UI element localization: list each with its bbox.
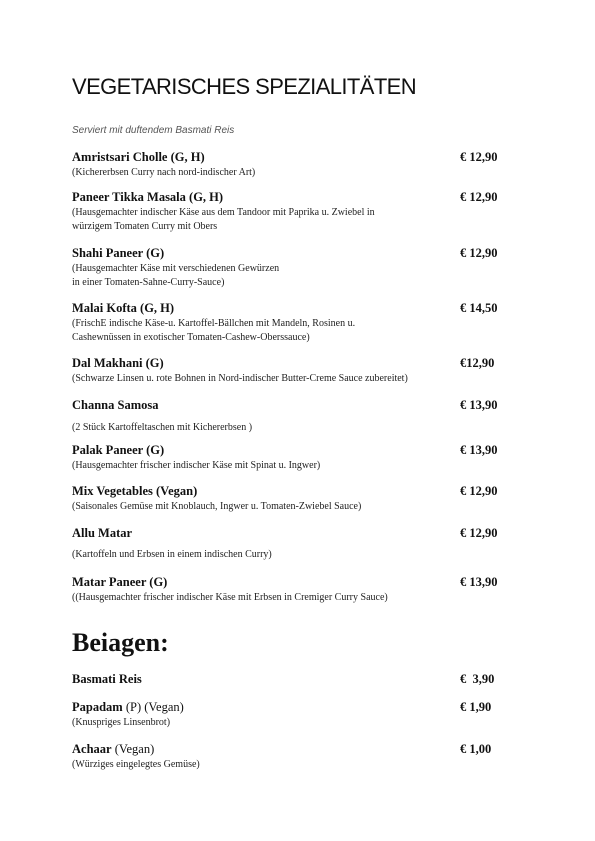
dish-name: Allu Matar	[72, 526, 133, 540]
dish-name: Palak Paneer (G)	[72, 443, 165, 457]
dish-price: € 12,90	[460, 246, 498, 260]
description-line: ((Hausgemachter frischer indischer Käse mit Erbsen in Cremiger Curry Sauce)	[72, 592, 388, 603]
dish-name: Matar Paneer (G)	[72, 575, 168, 589]
side-name	[72, 700, 184, 715]
side-description	[72, 716, 512, 730]
dish-description	[72, 206, 512, 234]
side-name	[72, 742, 154, 757]
dish-price: € 14,50	[460, 301, 498, 315]
dish-description	[72, 317, 512, 345]
side-price: € 3,90	[460, 672, 495, 686]
dish-name: Paneer Tikka Masala (G, H)	[72, 190, 224, 204]
dish-description	[72, 166, 512, 180]
description-line: (2 Stück Kartoffeltaschen mit Kichererbsen )	[72, 422, 253, 433]
description-line: in einer Tomaten-Sahne-Curry-Sauce)	[72, 277, 225, 288]
side-name-main: Basmati Reis	[72, 672, 142, 686]
dish-price: € 13,90	[460, 575, 498, 589]
dish-price: € 12,90	[460, 526, 498, 540]
section-title-sides: Beiagen:	[72, 628, 169, 657]
dish-name: Shahi Paneer (G)	[72, 246, 165, 260]
dish-name: Channa Samosa	[72, 398, 159, 412]
side-name-main: Achaar	[72, 742, 112, 756]
description-line: würzigem Tomaten Curry mit Obers	[72, 221, 218, 232]
description-line: (Hausgemachter frischer indischer Käse mit Spinat u. Ingwer)	[72, 460, 321, 471]
page-title: VEGETARISCHES SPEZIALITÄTEN	[72, 74, 417, 99]
dish-price: € 12,90	[460, 484, 498, 498]
description-line: Cashewnüssen in exotischer Tomaten-Cashew-Oberssauce)	[72, 332, 310, 343]
description-line: (FrischE indische Käse-u. Kartoffel-Bällchen mit Mandeln, Rosinen u.	[72, 318, 356, 329]
side-name-extra: (P) (Vegan)	[122, 700, 184, 714]
description-line: (Schwarze Linsen u. rote Bohnen in Nord-indischer Butter-Creme Sauce zubereitet)	[72, 373, 408, 384]
dish-price: € 12,90	[460, 150, 498, 164]
dish-description	[72, 262, 512, 290]
dish-name: Dal Makhani (G)	[72, 356, 164, 370]
dish-description	[72, 548, 512, 562]
description-line: (Kichererbsen Curry nach nord-indischer Art)	[72, 167, 256, 178]
dish-name: Amristsari Cholle (G, H)	[72, 150, 205, 164]
description-line: (Kartoffeln und Erbsen in einem indischen Curry)	[72, 549, 272, 560]
description-line: (Saisonales Gemüse mit Knoblauch, Ingwer u. Tomaten-Zwiebel Sauce)	[72, 501, 362, 512]
dish-name: Malai Kofta (G, H)	[72, 301, 175, 315]
dish-description	[72, 500, 512, 514]
side-description	[72, 758, 512, 772]
page-subtitle: Serviert mit duftendem Basmati Reis	[72, 125, 235, 136]
side-name-extra: (Vegan)	[111, 742, 155, 756]
dish-price: € 13,90	[460, 398, 498, 412]
description-line: (Würziges eingelegtes Gemüse)	[72, 759, 200, 770]
dish-description	[72, 372, 512, 386]
description-line: (Hausgemachter Käse mit verschiedenen Gewürzen	[72, 263, 280, 274]
description-line: (Knuspriges Linsenbrot)	[72, 717, 171, 728]
side-price: € 1,90	[460, 700, 492, 714]
dish-price: € 13,90	[460, 443, 498, 457]
side-price: € 1,00	[460, 742, 492, 756]
side-name-main: Papadam	[72, 700, 123, 714]
dish-description	[72, 591, 512, 605]
dish-description	[72, 459, 512, 473]
side-name	[72, 672, 142, 687]
dish-price: €12,90	[460, 356, 495, 370]
dish-price: € 12,90	[460, 190, 498, 204]
dish-description	[72, 421, 512, 435]
dish-name: Mix Vegetables (Vegan)	[72, 484, 198, 498]
description-line: (Hausgemachter indischer Käse aus dem Tandoor mit Paprika u. Zwiebel in	[72, 207, 375, 218]
